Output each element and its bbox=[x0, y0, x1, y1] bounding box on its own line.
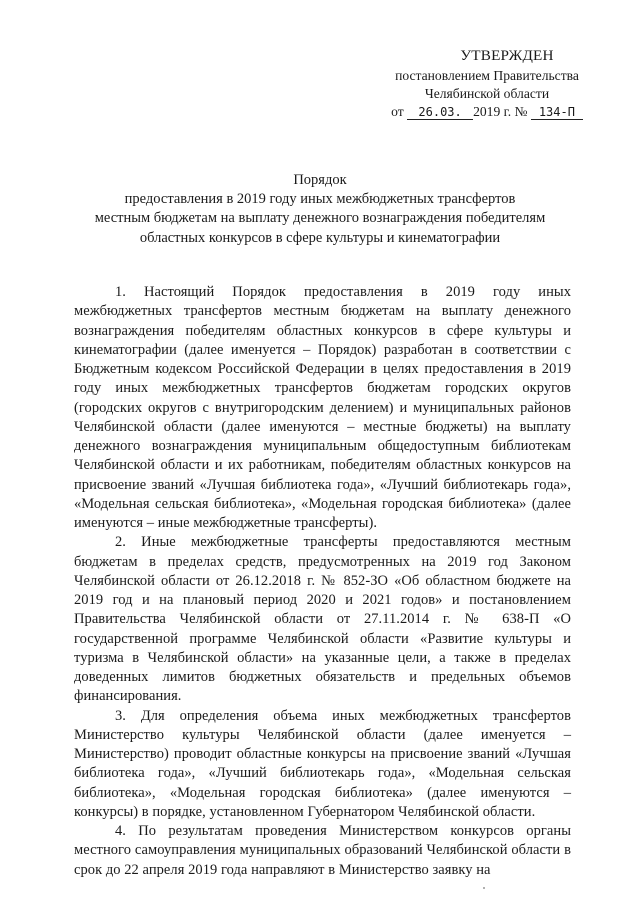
paragraph-4: 4. По результатам проведения Министерством конкурсов органы местного самоуправления муниципальных образований Челябинской области в срок до 22 апреля 2019 года направляют в Министерство заявку на bbox=[74, 823, 571, 878]
document-subtitle-line: местным бюджетам на выплату денежного вознаграждения победителям bbox=[94, 210, 546, 227]
paragraph-2: 2. Иные межбюджетные трансферты предоставляются местным бюджетам в пределах средств, предусмотренных на 2019 год Законом Челябинской области от 26.12.2018 г. № 852-ЗО «Об областном бюджете на 2019 год и на плановый период 2020 и 2021 годов» и постановлением Правительства Челябинской области от 27.11.2014 г. № 638-П «О государственной программе Челябинской области «Развитие культуры и туризма в Челябинской области» на указанные цели, а также в пределах доведенных лимитов бюджетных обязательств и предельных объемов финансирования. bbox=[74, 534, 571, 705]
document-subtitle-line: предоставления в 2019 году иных межбюджетных трансфертов bbox=[124, 191, 516, 208]
approval-number: 134-П bbox=[531, 106, 583, 120]
approval-date-line bbox=[372, 103, 602, 121]
approval-prefix: от bbox=[391, 104, 404, 119]
approval-date: 26.03. bbox=[407, 106, 473, 120]
paragraph-3: 3. Для определения объема иных межбюджетных трансфертов Министерство культуры Челябинской области (далее именуется – Министерство) проводит областные конкурсы на присвоение званий «Лучшая библиотека года», «Лучший библиотекарь года», «Модельная сельская библиотека», «Модельная городская библиотека» (далее именуются – конкурсы) в порядке, установленном Губернатором Челябинской области. bbox=[74, 707, 571, 820]
approval-line-resolution: постановлением Правительства bbox=[395, 68, 579, 83]
document-body bbox=[74, 283, 571, 880]
approval-year: 2019 г. № bbox=[473, 104, 528, 119]
document-title bbox=[80, 171, 560, 248]
scan-artifact bbox=[483, 887, 485, 889]
document-subtitle-line: областных конкурсов в сфере культуры и кинематографии bbox=[139, 229, 501, 246]
approval-stamp bbox=[372, 47, 602, 121]
paragraph-1: 1. Настоящий Порядок предоставления в 2019 году иных межбюджетных трансфертов местным бюджетам на выплату денежного вознаграждения победителям областных конкурсов в сфере культуры и кинематографии (далее именуется – Порядок) разработан в соответствии с Бюджетным кодексом Российской Федерации в целях предоставления в 2019 году иных межбюджетных трансфертов бюджетам городских округов (городских округов с внутригородским делением) и муниципальных районов Челябинской области (далее именуются – местные бюджеты) на выплату денежного вознаграждения муниципальным общедоступным библиотекам Челябинской области и их работникам, победителям областных конкурсов на присвоение званий «Лучшая библиотека года», «Лучший библиотекарь года», «Модельная сельская библиотека», «Модельная городская библиотека» (далее именуются – иные межбюджетные трансферты). bbox=[74, 284, 571, 531]
document-heading: Порядок bbox=[293, 172, 347, 188]
approval-line-region: Челябинской области bbox=[424, 86, 550, 101]
approval-title: УТВЕРЖДЕН bbox=[460, 47, 554, 64]
